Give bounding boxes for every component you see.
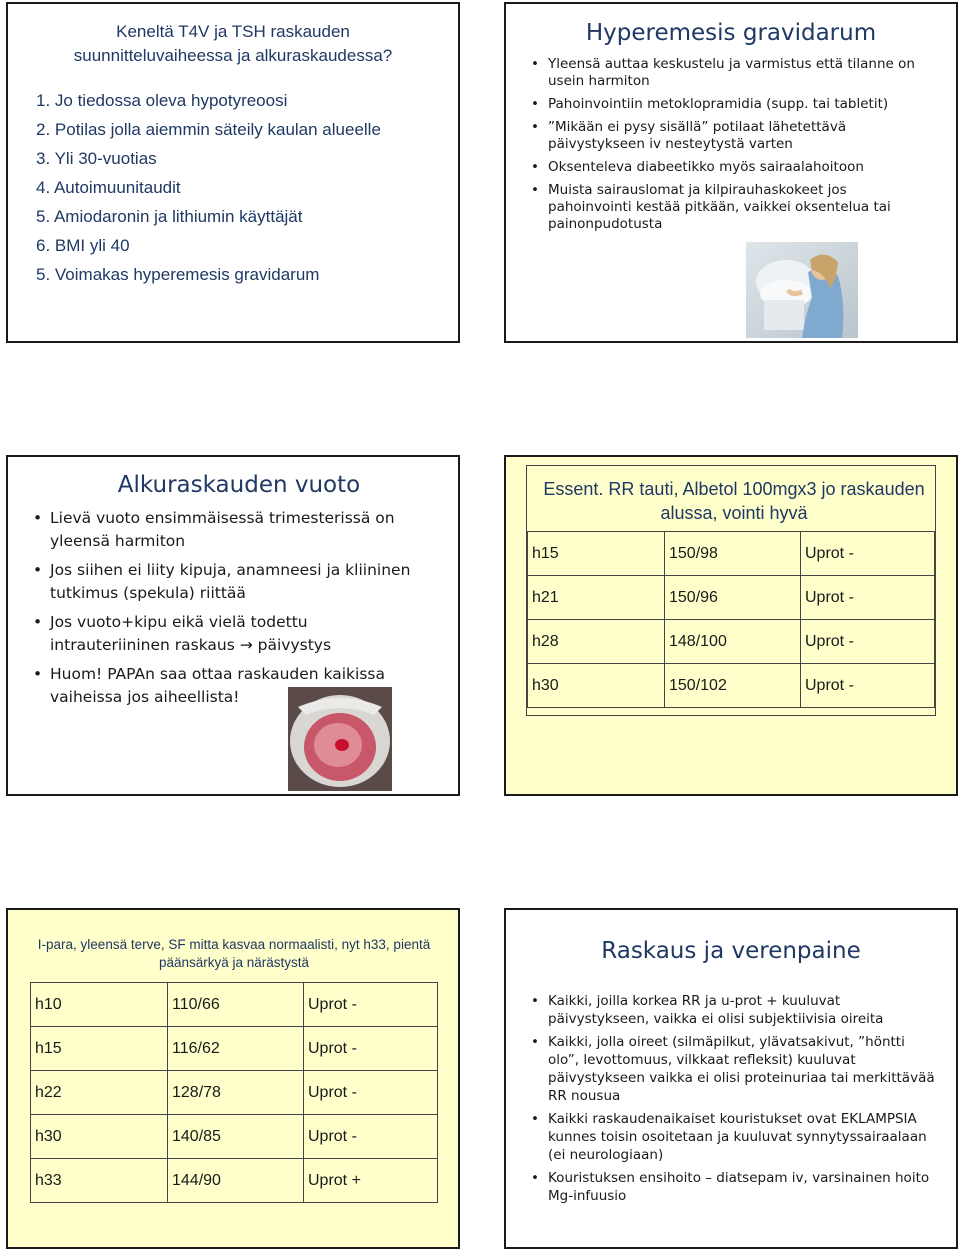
table-cell-week: h22 xyxy=(31,1071,168,1115)
list-item: • Jos vuoto+kipu eikä vielä todettu intrauteriininen raskaus → päivystys xyxy=(30,611,430,657)
list-item: 5. Amiodaronin ja lithiumin käyttäjät xyxy=(36,207,303,226)
slide2-list xyxy=(528,56,932,233)
list-item: • Pahoinvointiin metoklopramidia (supp. tai tabletit) xyxy=(528,96,932,113)
list-item: • Yleensä auttaa keskustelu ja varmistus että tilanne on usein harmiton xyxy=(528,56,932,90)
table-row xyxy=(31,1027,438,1071)
bp-table xyxy=(30,982,438,1203)
list-item: • ”Mikään ei pysy sisällä” potilaat lähetettävä päivystykseen iv nesteytystä varten xyxy=(528,119,932,153)
table-row xyxy=(528,576,935,620)
table-row xyxy=(528,664,935,708)
slide6-list xyxy=(528,992,938,1205)
table-cell-bp: 150/96 xyxy=(665,576,801,620)
table-row xyxy=(31,1071,438,1115)
list-item: • Jos siihen ei liity kipuja, anamneesi ja kliininen tutkimus (spekula) riittää xyxy=(30,559,430,605)
table-cell-week: h30 xyxy=(528,664,665,708)
table-cell-bp: 150/98 xyxy=(665,532,801,576)
table-cell-bp: 150/102 xyxy=(665,664,801,708)
slide1-list xyxy=(36,86,381,289)
table-row xyxy=(31,1159,438,1203)
slide6-title: Raskaus ja verenpaine xyxy=(601,938,861,964)
table-cell-uprot: Uprot - xyxy=(801,576,935,620)
table-cell-uprot: Uprot - xyxy=(801,532,935,576)
list-item: • Muista sairauslomat ja kilpirauhaskokeet jos pahoinvointi kestää pitkään, vaikkei oksentelua tai painonpudotusta xyxy=(528,182,932,233)
list-item: • Kaikki, jolla oireet (silmäpilkut, ylävatsakivut, ”höntti olo”, levottomuus, vilkkaat refleksit) kuuluvat päivystykseen vaikka ei olisi proteinuriaa tai merkittävää RR nousua xyxy=(528,1033,938,1105)
slide2-title: Hyperemesis gravidarum xyxy=(585,20,877,46)
slide1-title: Keneltä T4V ja TSH raskauden suunnitteluvaiheessa ja alkuraskaudessa? xyxy=(73,22,393,65)
speculum-exam-photo xyxy=(288,687,392,791)
nausea-woman-photo xyxy=(746,242,858,338)
table-row xyxy=(528,620,935,664)
slide-case-primipara xyxy=(6,908,460,1249)
table-cell-week: h15 xyxy=(31,1027,168,1071)
list-item: • Lievä vuoto ensimmäisessä trimesterissä on yleensä harmiton xyxy=(30,507,430,553)
table-row-highlighted xyxy=(31,1115,438,1159)
table-cell-uprot: Uprot - xyxy=(304,1115,438,1159)
list-item: 3. Yli 30-vuotias xyxy=(36,149,157,168)
list-item: 5. Voimakas hyperemesis gravidarum xyxy=(36,265,320,284)
slide-thyroid-screening xyxy=(6,2,460,343)
table-cell-bp: 128/78 xyxy=(168,1071,304,1115)
table-cell-week: h30 xyxy=(31,1115,168,1159)
table-cell-uprot: Uprot - xyxy=(801,664,935,708)
table-cell-uprot: Uprot + xyxy=(304,1159,438,1203)
table-cell-week: h33 xyxy=(31,1159,168,1203)
list-item: • Kouristuksen ensihoito – diatsepam iv, varsinainen hoito Mg-infuusio xyxy=(528,1169,938,1205)
list-item: 2. Potilas jolla aiemmin säteily kaulan alueelle xyxy=(36,120,381,139)
slide5-title: I-para, yleensä terve, SF mitta kasvaa normaalisti, nyt h33, pientä päänsärkyä ja närästystä xyxy=(37,937,431,970)
slide3-title: Alkuraskauden vuoto xyxy=(117,472,361,498)
list-item: • Kaikki, joilla korkea RR ja u-prot + kuuluvat päivystykseen, vaikka ei olisi subjektiivisia oireita xyxy=(528,992,938,1028)
bp-table xyxy=(527,531,935,708)
table-row xyxy=(31,983,438,1027)
table-cell-uprot: Uprot - xyxy=(304,1071,438,1115)
list-item: 4. Autoimuunitaudit xyxy=(36,178,181,197)
table-row xyxy=(528,532,935,576)
slide-pregnancy-blood-pressure xyxy=(504,908,958,1249)
table-cell-bp: 110/66 xyxy=(168,983,304,1027)
slide-case-essential-hypertension xyxy=(504,455,958,796)
list-item: • Kaikki raskaudenaikaiset kouristukset ovat EKLAMPSIA kunnes toisin osoitetaan ja kuuluvat synnytyssairaalaan (ei neurologiaan) xyxy=(528,1110,938,1164)
list-item: • Huom! PAPAn saa ottaa raskauden kaikissa vaiheissa jos aiheellista! xyxy=(30,663,430,709)
list-item: • Oksenteleva diabeetikko myös sairaalahoitoon xyxy=(528,159,932,176)
slide4-title: Essent. RR tauti, Albetol 100mgx3 jo raskauden alussa, vointi hyvä xyxy=(543,479,925,523)
table-cell-bp: 116/62 xyxy=(168,1027,304,1071)
table-cell-week: h10 xyxy=(31,983,168,1027)
table-cell-week: h21 xyxy=(528,576,665,620)
slide-hyperemesis xyxy=(504,2,958,343)
table-cell-week: h28 xyxy=(528,620,665,664)
table-cell-uprot: Uprot - xyxy=(304,983,438,1027)
table-cell-uprot: Uprot - xyxy=(304,1027,438,1071)
table-cell-bp: 140/85 xyxy=(168,1115,304,1159)
table-cell-uprot: Uprot - xyxy=(801,620,935,664)
list-item: 1. Jo tiedossa oleva hypotyreoosi xyxy=(36,91,288,110)
table-cell-bp: 148/100 xyxy=(665,620,801,664)
list-item: 6. BMI yli 40 xyxy=(36,236,130,255)
slide-early-bleeding xyxy=(6,455,460,796)
table-cell-week: h15 xyxy=(528,532,665,576)
table-cell-bp: 144/90 xyxy=(168,1159,304,1203)
slide3-list xyxy=(30,507,430,709)
